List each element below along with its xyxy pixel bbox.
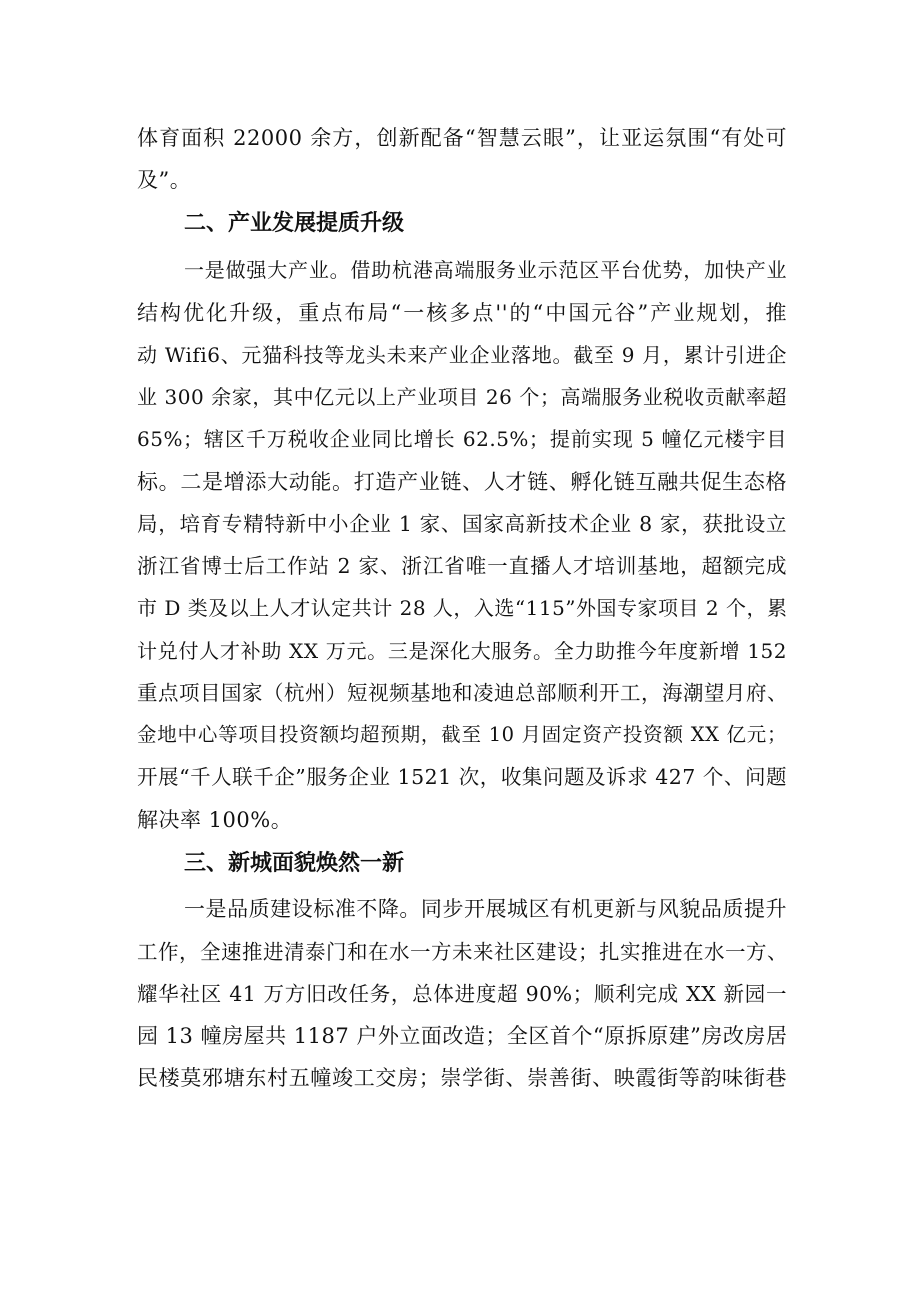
paragraph-line: 工作，全速推进清泰门和在水一方未来社区建设；扎实推进在水一方、 <box>137 940 788 964</box>
paragraph-line: 业 300 余家，其中亿元以上产业项目 26 个；高端服务业税收贡献率超 <box>137 385 787 409</box>
paragraph-line: 园 13 幢房屋共 1187 户外立面改造；全区首个“原拆原建”房改房居 <box>137 1024 788 1048</box>
paragraph-line: 市 D 类及以上人才认定共计 28 人，入选“115”外国专家项目 2 个，累 <box>137 596 788 620</box>
paragraph-line: 动 Wifi6、元猫科技等龙头未来产业企业落地。截至 9 月，累计引进企 <box>137 343 787 367</box>
paragraph-line: 计兑付人才补助 XX 万元。三是深化大服务。全力助推今年度新增 152 <box>137 639 787 663</box>
paragraph-line: 开展“千人联千企”服务企业 1521 次，收集问题及诉求 427 个、问题 <box>137 765 787 789</box>
paragraph-line: 耀华社区 41 万方旧改任务，总体进度超 90%；顺利完成 XX 新园一 <box>137 982 787 1006</box>
section-heading: 二、产业发展提质升级 <box>184 211 405 236</box>
paragraph-line: 及”。 <box>137 168 192 192</box>
paragraph-line: 结构优化升级，重点布局“一核多点''的“中国元谷”产业规划，推 <box>137 301 787 325</box>
paragraph-line: 局，培育专精特新中小企业 1 家、国家高新技术企业 8 家，获批设立 <box>137 512 787 536</box>
section-heading: 三、新城面貌焕然一新 <box>184 851 405 876</box>
paragraph-line: 65%；辖区千万税收企业同比增长 62.5%；提前实现 5 幢亿元楼宇目 <box>137 427 787 451</box>
paragraph-line: 金地中心等项目投资额均超预期，截至 10 月固定资产投资额 XX 亿元； <box>137 723 787 746</box>
paragraph-line: 解决率 100%。 <box>137 808 293 832</box>
paragraph-line: 重点项目国家（杭州）短视频基地和凌迪总部顺利开工，海潮望月府、 <box>137 681 788 705</box>
paragraph-line: 一是做强大产业。借助杭港高端服务业示范区平台优势，加快产业 <box>184 258 787 282</box>
paragraph-line: 浙江省博士后工作站 2 家、浙江省唯一直播人才培训基地，超额完成 <box>137 554 787 578</box>
paragraph-line: 民楼莫邪塘东村五幢竣工交房；崇学街、崇善街、映霞街等韵味街巷 <box>137 1066 787 1090</box>
paragraph-line: 标。二是增添大动能。打造产业链、人才链、孵化链互融共促生态格 <box>137 470 787 494</box>
paragraph-line: 一是品质建设标准不降。同步开展城区有机更新与风貌品质提升 <box>184 897 787 921</box>
paragraph-line: 体育面积 22000 余方，创新配备“智慧云眼”，让亚运氛围“有处可 <box>137 126 787 150</box>
